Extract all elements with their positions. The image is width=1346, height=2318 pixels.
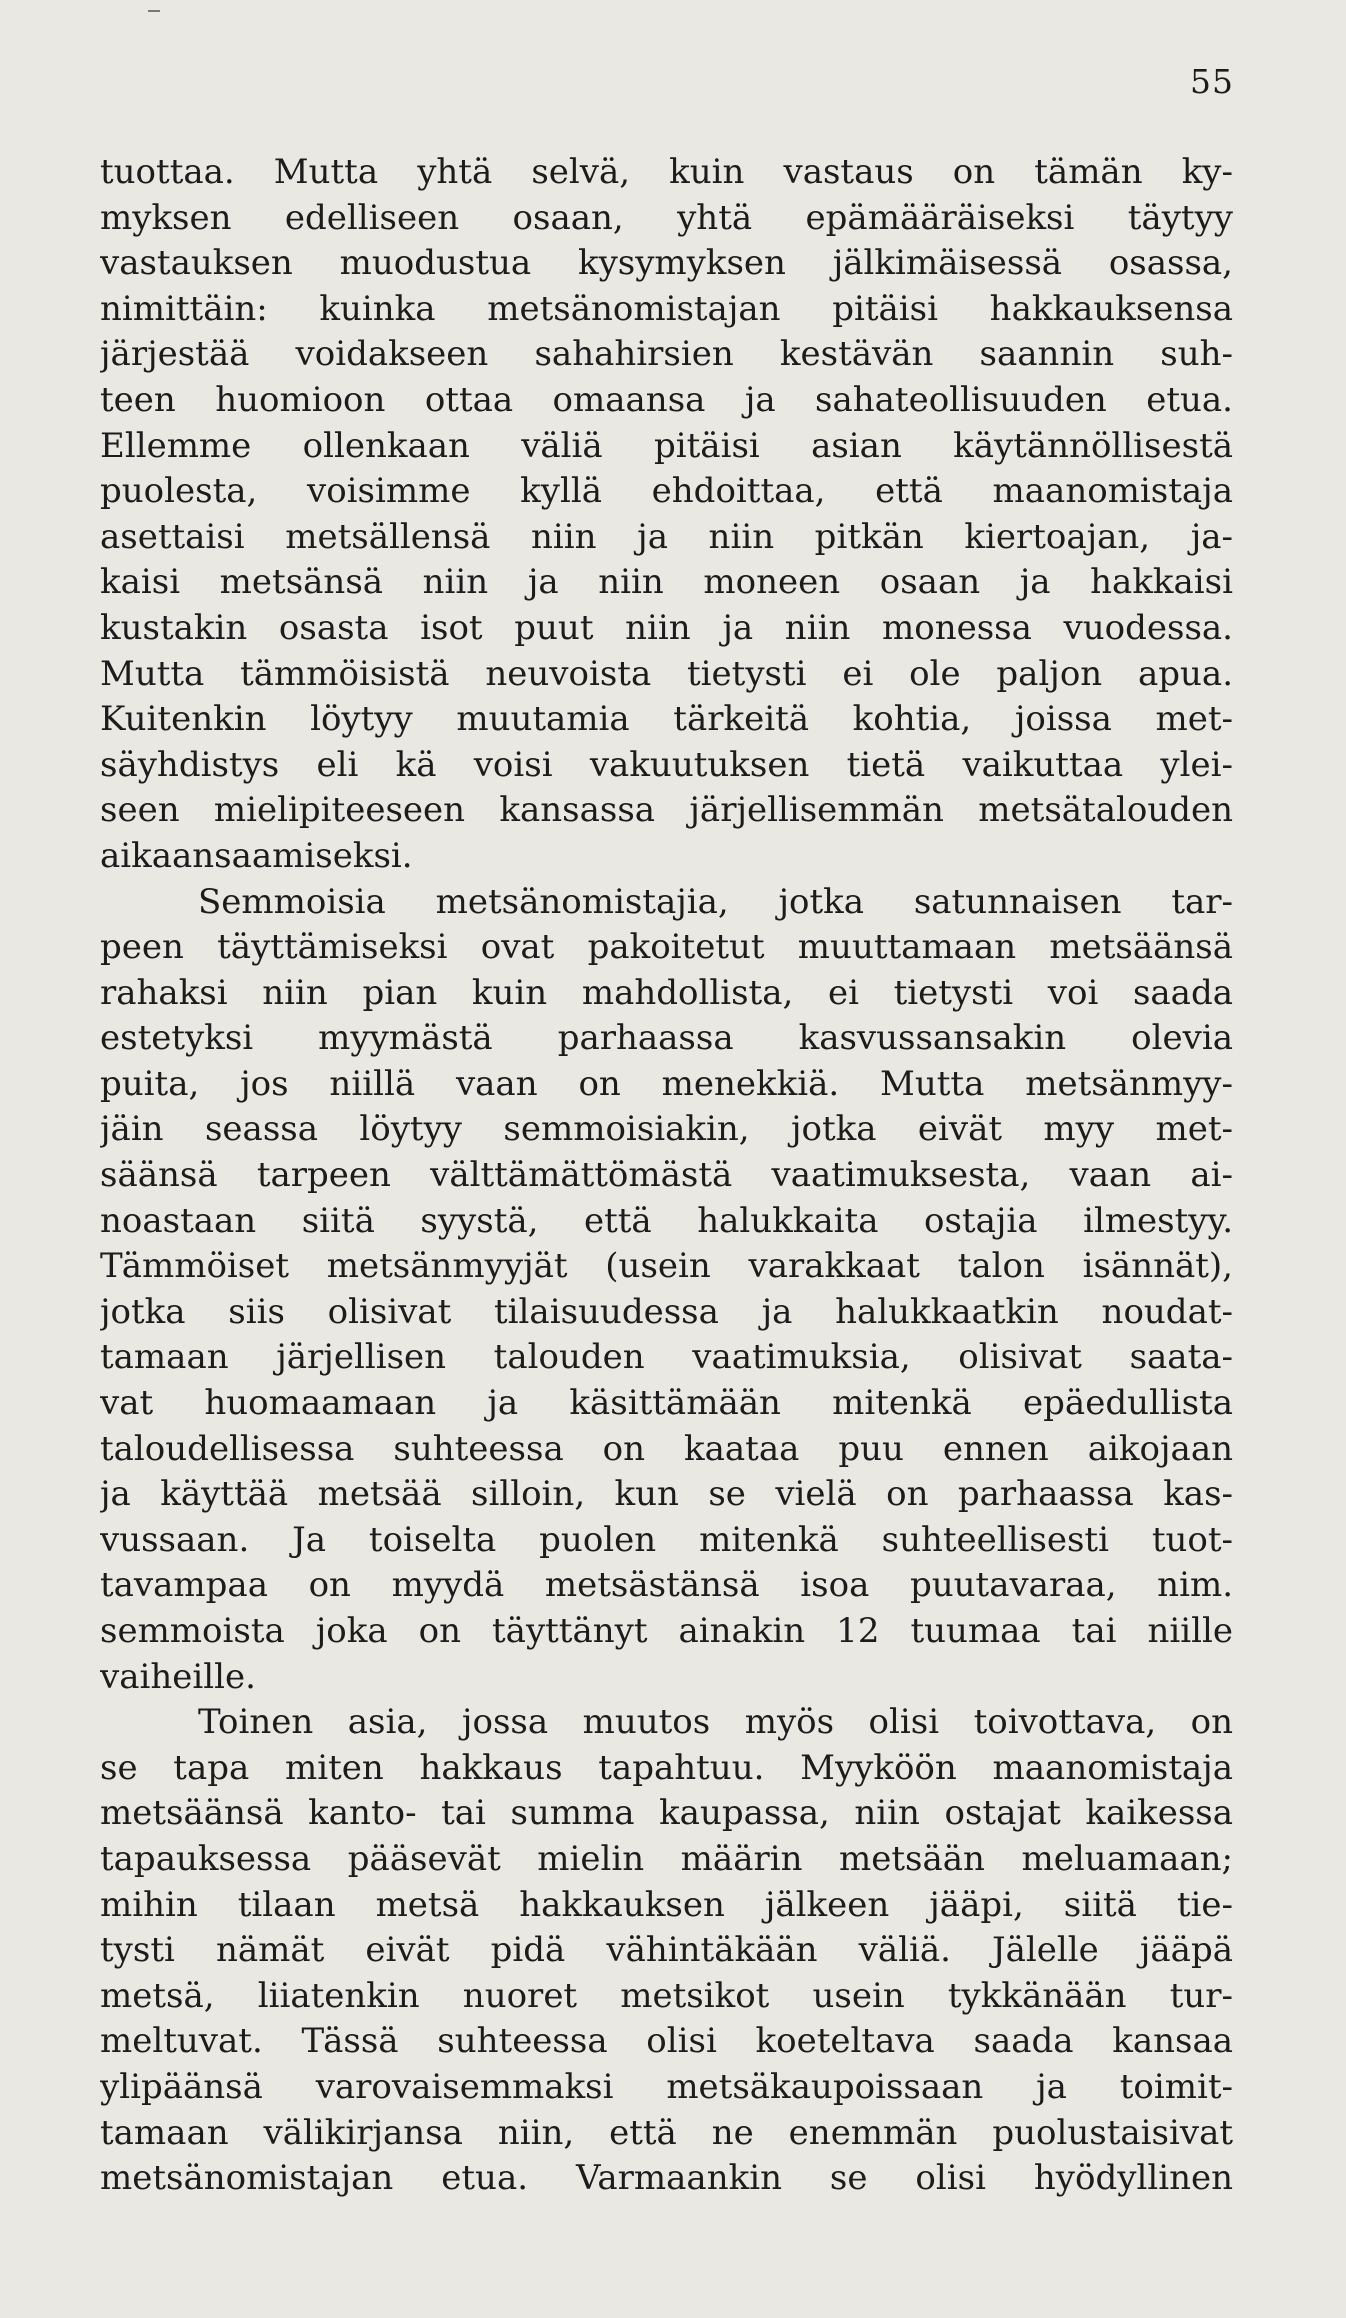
text-line: peen täyttämiseksi ovat pakoitetut muuttamaan metsäänsä [100, 927, 1233, 968]
stray-ink-mark [148, 10, 160, 12]
text-line: teen huomioon ottaa omaansa ja sahateollisuuden etua. [100, 379, 1233, 420]
text-line: taloudellisessa suhteessa on kaataa puu ennen aikojaan [100, 1428, 1233, 1469]
body-text [100, 150, 1233, 2202]
text-line: metsä, liiatenkin nuoret metsikot usein tykkänään tur- [100, 1975, 1233, 2016]
paragraph-end-line: vaiheille. [100, 1656, 256, 1697]
text-line: tuottaa. Mutta yhtä selvä, kuin vastaus on tämän ky- [100, 152, 1233, 192]
text-line: Tämmöiset metsänmyyjät (usein varakkaat talon isännät), [100, 1246, 1233, 1287]
text-line: Kuitenkin löytyy muutamia tärkeitä kohtia, joissa met- [100, 699, 1233, 740]
text-line: säänsä tarpeen välttämättömästä vaatimuksesta, vaan ai- [100, 1155, 1233, 1196]
text-line: vat huomaamaan ja käsittämään mitenkä epäedullista [100, 1383, 1233, 1424]
paragraph-start-line: Toinen asia, jossa muutos myös olisi toivottava, on [198, 1702, 1233, 1743]
text-line: rahaksi niin pian kuin mahdollista, ei tietysti voi saada [100, 972, 1233, 1013]
text-line: seen mielipiteeseen kansassa järjellisemmän metsätalouden [100, 790, 1233, 831]
text-line: säyhdistys eli kä voisi vakuutuksen tietä vaikuttaa ylei- [100, 744, 1233, 785]
text-line: Ellemme ollenkaan väliä pitäisi asian käytännöllisestä [100, 425, 1233, 466]
text-line: jotka siis olisivat tilaisuudessa ja halukkaatkin noudat- [100, 1291, 1233, 1332]
text-line: puita, jos niillä vaan on menekkiä. Mutta metsänmyy- [100, 1063, 1233, 1104]
text-line: vastauksen muodustua kysymyksen jälkimäisessä osassa, [100, 243, 1233, 284]
page-number: 55 [1190, 62, 1234, 101]
text-line: kaisi metsänsä niin ja niin moneen osaan ja hakkaisi [100, 562, 1233, 603]
text-line: se tapa miten hakkaus tapahtuu. Myyköön maanomistaja [100, 1747, 1233, 1788]
text-line: ja käyttää metsää silloin, kun se vielä on parhaassa kas- [100, 1474, 1233, 1515]
paragraph-start-line: Semmoisia metsänomistajia, jotka satunnaisen tar- [198, 881, 1233, 922]
text-line: jäin seassa löytyy semmoisiakin, jotka eivät myy met- [100, 1109, 1233, 1150]
text-line: tysti nämät eivät pidä vähintäkään väliä. Jälelle jääpä [100, 1930, 1233, 1971]
text-line: myksen edelliseen osaan, yhtä epämääräiseksi täytyy [100, 197, 1233, 238]
text-line: metsänomistajan etua. Varmaankin se olisi hyödyllinen [100, 2158, 1233, 2199]
text-line: meltuvat. Tässä suhteessa olisi koeteltava saada kansaa [100, 2021, 1233, 2062]
text-line: nimittäin: kuinka metsänomistajan pitäisi hakkauksensa [100, 288, 1233, 329]
text-line: asettaisi metsällensä niin ja niin pitkän kiertoajan, ja- [100, 516, 1233, 557]
text-line: järjestää voidakseen sahahirsien kestävän saannin suh- [100, 334, 1233, 375]
text-line: tamaan välikirjansa niin, että ne enemmän puolustaisivat [100, 2112, 1233, 2153]
text-line: noastaan siitä syystä, että halukkaita ostajia ilmestyy. [100, 1200, 1233, 1241]
text-line: kustakin osasta isot puut niin ja niin monessa vuodessa. [100, 607, 1233, 648]
text-line: metsäänsä kanto- tai summa kaupassa, niin ostajat kaikessa [100, 1793, 1233, 1834]
text-line: vussaan. Ja toiselta puolen mitenkä suhteellisesti tuot- [100, 1519, 1233, 1560]
text-line: ylipäänsä varovaisemmaksi metsäkaupoissaan ja toimit- [100, 2066, 1233, 2107]
text-line: mihin tilaan metsä hakkauksen jälkeen jääpi, siitä tie- [100, 1884, 1233, 1925]
text-line: tavampaa on myydä metsästänsä isoa puutavaraa, nim. [100, 1565, 1233, 1606]
text-line: tapauksessa pääsevät mielin määrin metsään meluamaan; [100, 1838, 1233, 1879]
text-line: puolesta, voisimme kyllä ehdoittaa, että maanomistaja [100, 471, 1233, 512]
paragraph-end-line: aikaansaamiseksi. [100, 835, 413, 876]
text-line: semmoista joka on täyttänyt ainakin 12 tuumaa tai niille [100, 1611, 1233, 1651]
text-line: Mutta tämmöisistä neuvoista tietysti ei ole paljon apua. [100, 653, 1233, 694]
text-line: estetyksi myymästä parhaassa kasvussansakin olevia [100, 1018, 1233, 1059]
text-line: tamaan järjellisen talouden vaatimuksia, olisivat saata- [100, 1337, 1233, 1378]
